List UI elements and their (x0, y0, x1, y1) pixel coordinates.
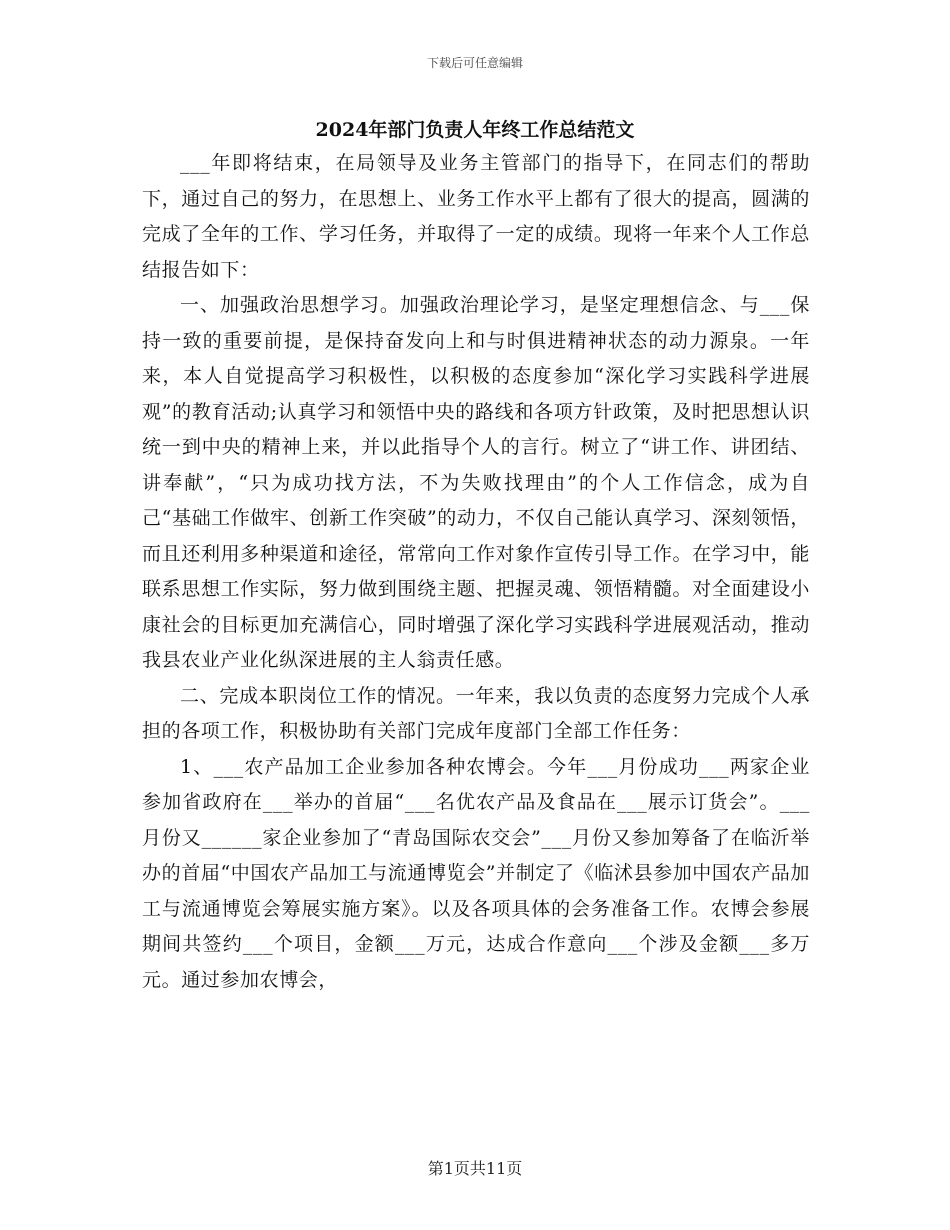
paragraph-political-study: 一、加强政治思想学习。加强政治理论学习，是坚定理想信念、与___保持一致的重要前提，是保持奋发向上和与时俱进精神状态的动力源泉。一年来，本人自觉提高学习积极性，以积极的态度参加“深化学习实践科学进展观”的教育活动;认真学习和领悟中央的路线和各项方针政策，及时把思想认识统一到中央的精神上来，并以此指导个人的言行。树立了“讲工作、讲团结、讲奉献”，“只为成功找方法，不为失败找理由”的个人工作信念，成为自己“基础工作做牢、创新工作突破”的动力，不仅自己能认真学习、深刻领悟，而且还利用多种渠道和途径，常常向工作对象作宣传引导工作。在学习中，能联系思想工作实际，努力做到围绕主题、把握灵魂、领悟精髓。对全面建设小康社会的目标更加充满信心，同时增强了深化学习实践科学进展观活动，推动我县农业产业化纵深进展的主人翁责任感。 (142, 294, 810, 671)
paragraph-agri-expo: 1、___农产品加工企业参加各种农博会。今年___月份成功___两家企业参加省政府在___举办的首届“___名优农产品及食品在___展示订货会”。___月份又______家企业参加了“青岛国际农交会”___月份又参加筹备了在临沂举办的首届“中国农产品加工与流通博览会”并制定了《临沭县参加中国农产品加工与流通博览会筹展实施方案》。以及各项具体的会务准备工作。农博会参展期间共签约___个项目，金额___万元，达成合作意向___个涉及金额___多万元。通过参加农博会， (142, 755, 810, 991)
document-body (142, 146, 810, 998)
paragraph-intro: ___年即将结束，在局领导及业务主管部门的指导下，在同志们的帮助下，通过自己的努力，在思想上、业务工作水平上都有了很大的提高，圆满的完成了全年的工作、学习任务，并取得了一定的成绩。现将一年来个人工作总结报告如下： (142, 152, 810, 281)
header-note: 下载后可任意编辑 (426, 56, 523, 70)
paragraph-job-duties: 二、完成本职岗位工作的情况。一年来，我以负责的态度努力完成个人承担的各项工作，积极协助有关部门完成年度部门全部工作任务： (142, 684, 810, 742)
document-title: 2024年部门负责人年终工作总结范文 (315, 119, 635, 141)
page-number: 第1页共11页 (427, 1159, 523, 1178)
